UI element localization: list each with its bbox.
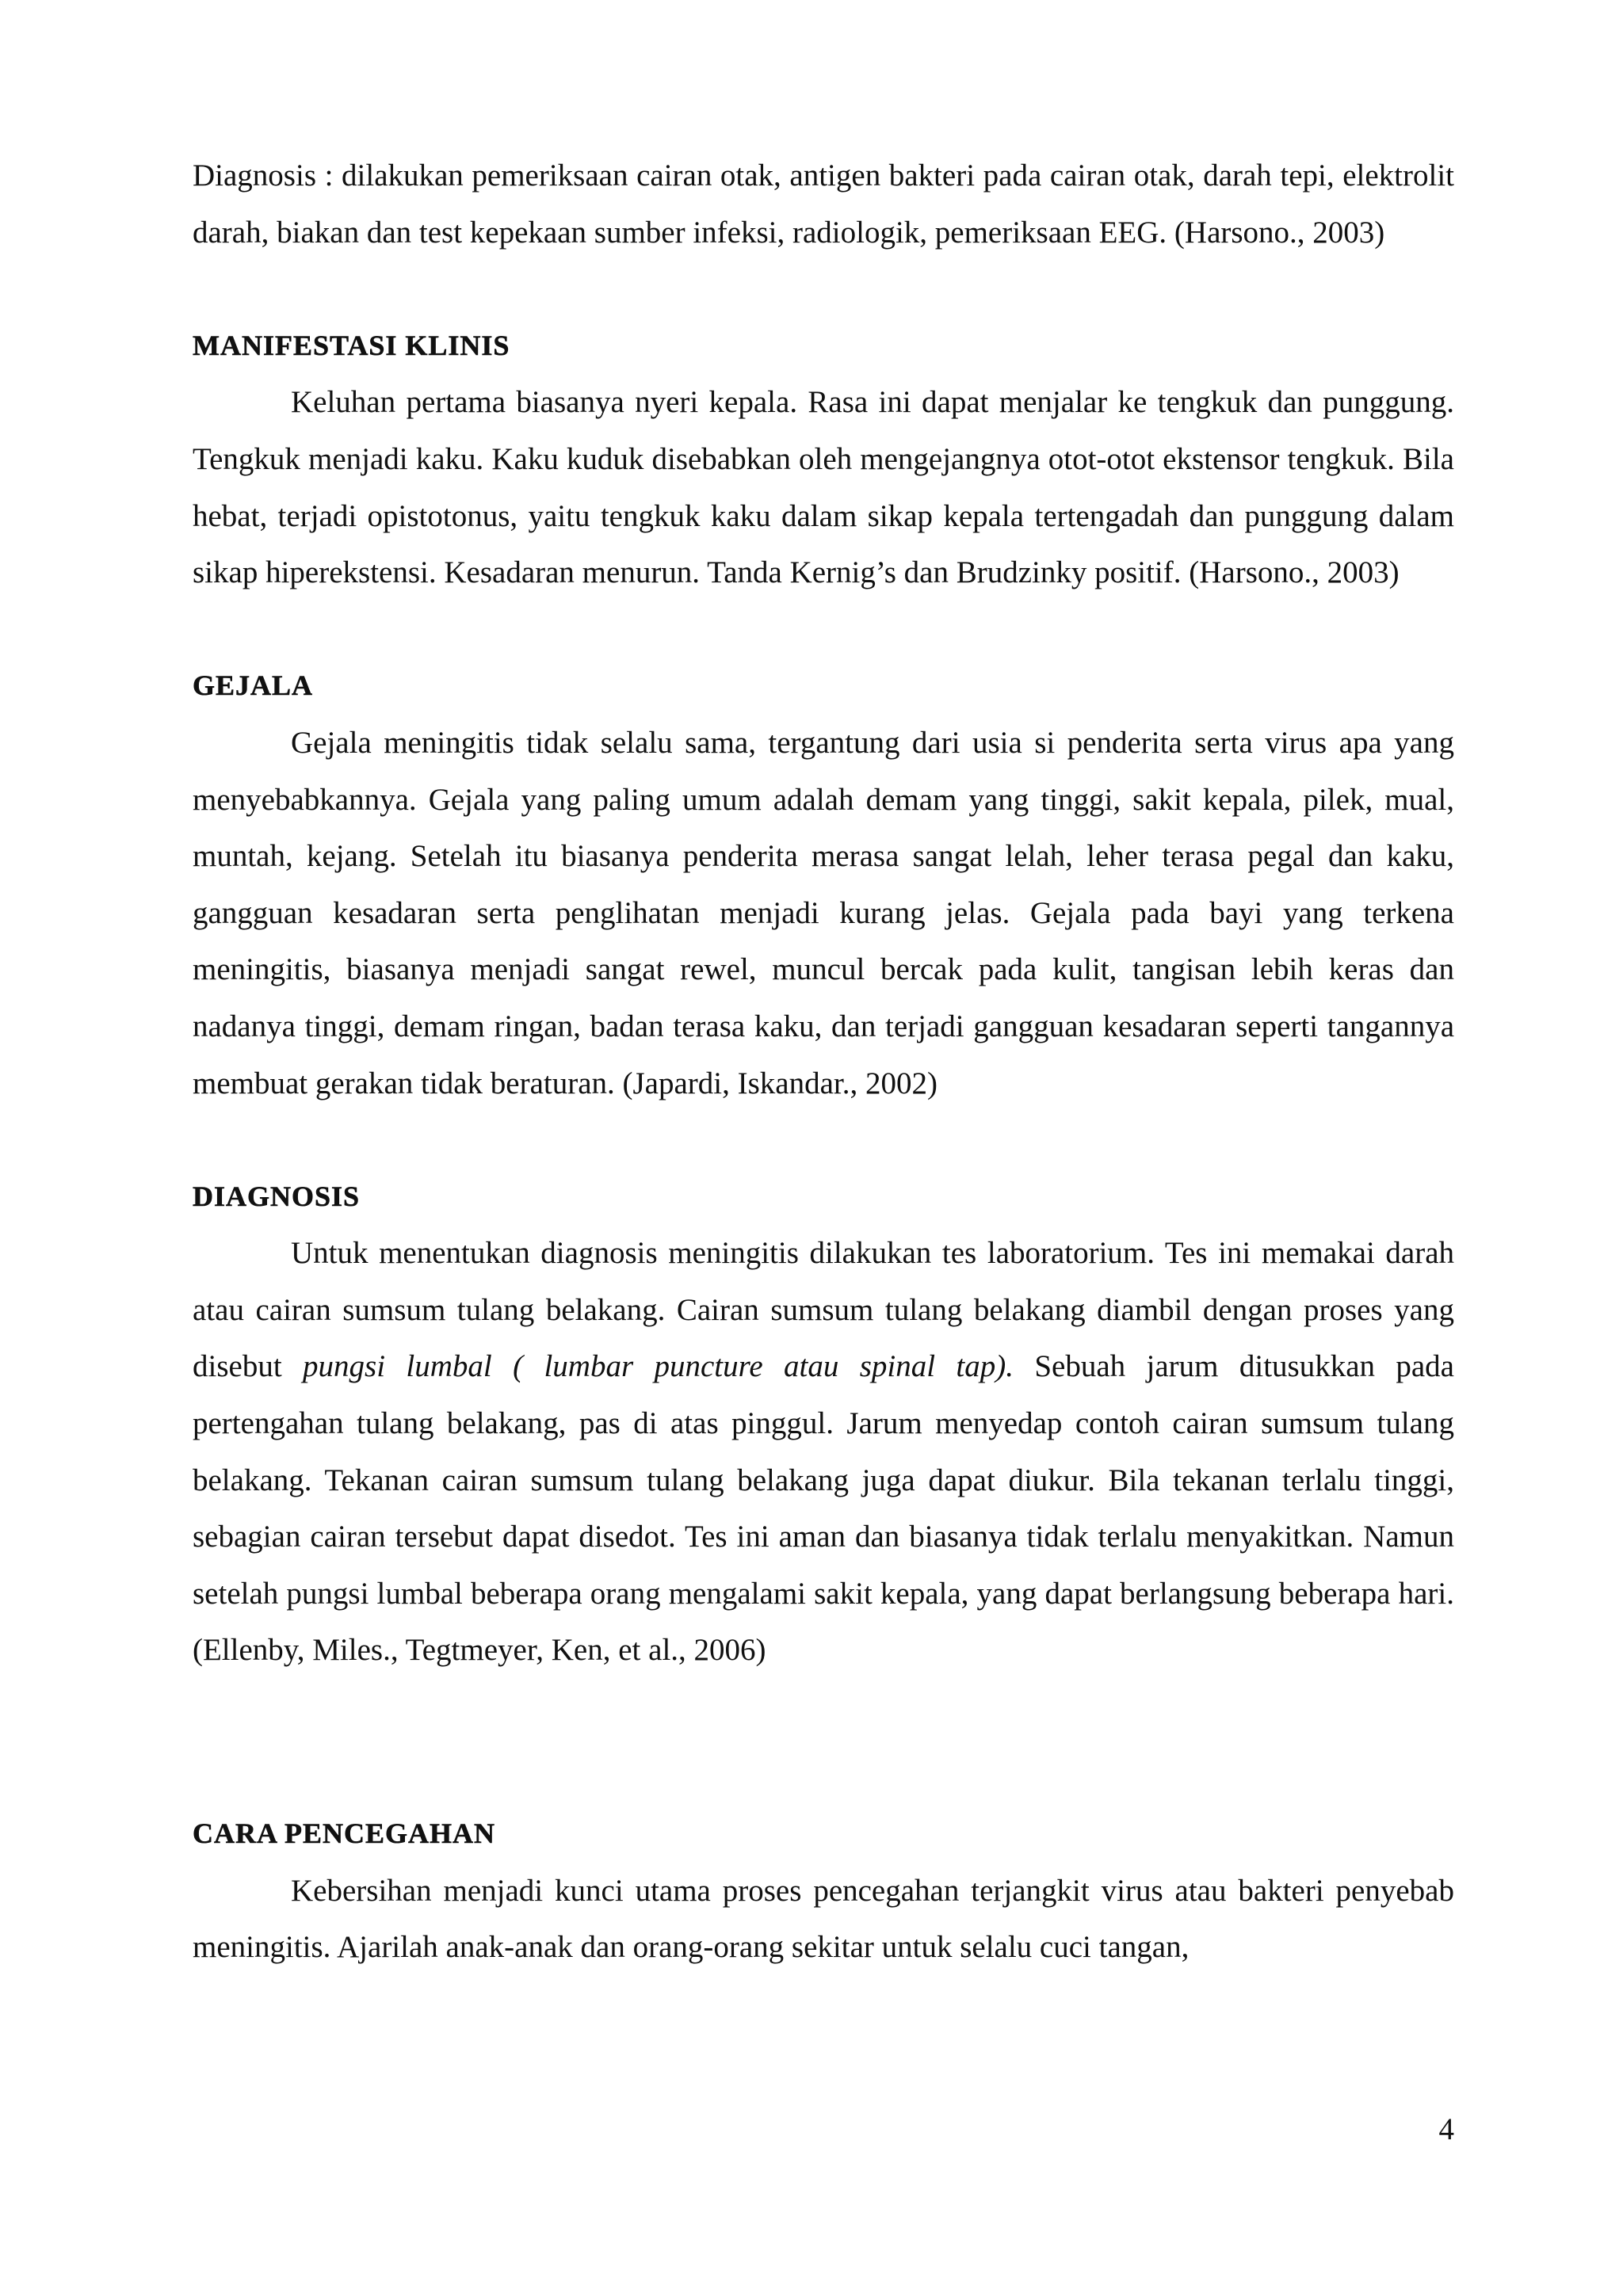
spacer (193, 261, 1454, 318)
heading-manifestasi-klinis: MANIFESTASI KLINIS (193, 329, 510, 361)
diagnosis-text-before: Untuk menentukan diagnosis meningitis dilakukan tes laboratorium. Tes ini memakai darah atau cairan sumsum tulang belakang. Cairan sumsum tulang belakang diambil dengan proses yang disebut (193, 1236, 1454, 1384)
spacer (193, 601, 1454, 658)
heading-diagnosis: DIAGNOSIS (193, 1180, 361, 1212)
paragraph-cara-pencegahan: Kebersihan menjadi kunci utama proses pencegahan terjangkit virus atau bakteri penyebab meningitis. Ajarilah anak-anak dan orang-orang sekitar untuk selalu cuci tangan, (193, 1873, 1454, 1965)
spacer (193, 1679, 1454, 1806)
intro-paragraph: Diagnosis : dilakukan pemeriksaan cairan otak, antigen bakteri pada cairan otak, darah tepi, elektrolit darah, biakan dan test kepekaan sumber infeksi, radiologik, pemeriksaan EEG. (Harsono., 2003) (193, 158, 1454, 250)
page-number: 4 (1438, 2112, 1454, 2146)
paragraph-gejala: Gejala meningitis tidak selalu sama, tergantung dari usia si penderita serta virus apa yang menyebabkannya. Gejala yang paling umum adalah demam yang tinggi, sakit kepala, pilek, mual, muntah, kejang. Setelah itu biasanya penderita merasa sangat lelah, leher terasa pegal dan kaku, gangguan kesadaran serta penglihatan menjadi kurang jelas. Gejala pada bayi yang terkena meningitis, biasanya menjadi sangat rewel, muncul bercak pada kulit, tangisan lebih keras dan nadanya tinggi, demam ringan, badan terasa kaku, dan terjadi gangguan kesadaran seperti tangannya membuat gerakan tidak beraturan. (Japardi, Iskandar., 2002) (193, 725, 1454, 1100)
page-content (193, 147, 1454, 1976)
heading-gejala: GEJALA (193, 669, 314, 702)
diagnosis-text-after: Sebuah jarum ditusukkan pada pertengahan tulang belakang, pas di atas pinggul. Jarum menyedap contoh cairan sumsum tulang belakang. Tekanan cairan sumsum tulang belakang juga dapat diukur. Bila tekanan terlalu tinggi, sebagian cairan tersebut dapat disedot. Tes ini aman dan biasanya tidak terlalu menyakitkan. Namun setelah pungsi lumbal beberapa orang mengalami sakit kepala, yang dapat berlangsung beberapa hari. (Ellenby, Miles., Tegtmeyer, Ken, et al., 2006) (193, 1349, 1454, 1668)
diagnosis-text-italic: pungsi lumbal ( lumbar puncture atau spinal tap). (303, 1349, 1014, 1384)
heading-cara-pencegahan: CARA PENCEGAHAN (193, 1817, 496, 1850)
spacer (193, 1112, 1454, 1169)
paragraph-manifestasi-klinis: Keluhan pertama biasanya nyeri kepala. Rasa ini dapat menjalar ke tengkuk dan punggung. Tengkuk menjadi kaku. Kaku kuduk disebabkan oleh mengejangnya otot-otot ekstensor tengkuk. Bila hebat, terjadi opistotonus, yaitu tengkuk kaku dalam sikap kepala tertengadah dan punggung dalam sikap hiperekstensi. Kesadaran menurun. Tanda Kernig’s dan Brudzinky positif. (Harsono., 2003) (193, 385, 1454, 590)
paragraph-diagnosis (193, 1225, 1454, 1679)
